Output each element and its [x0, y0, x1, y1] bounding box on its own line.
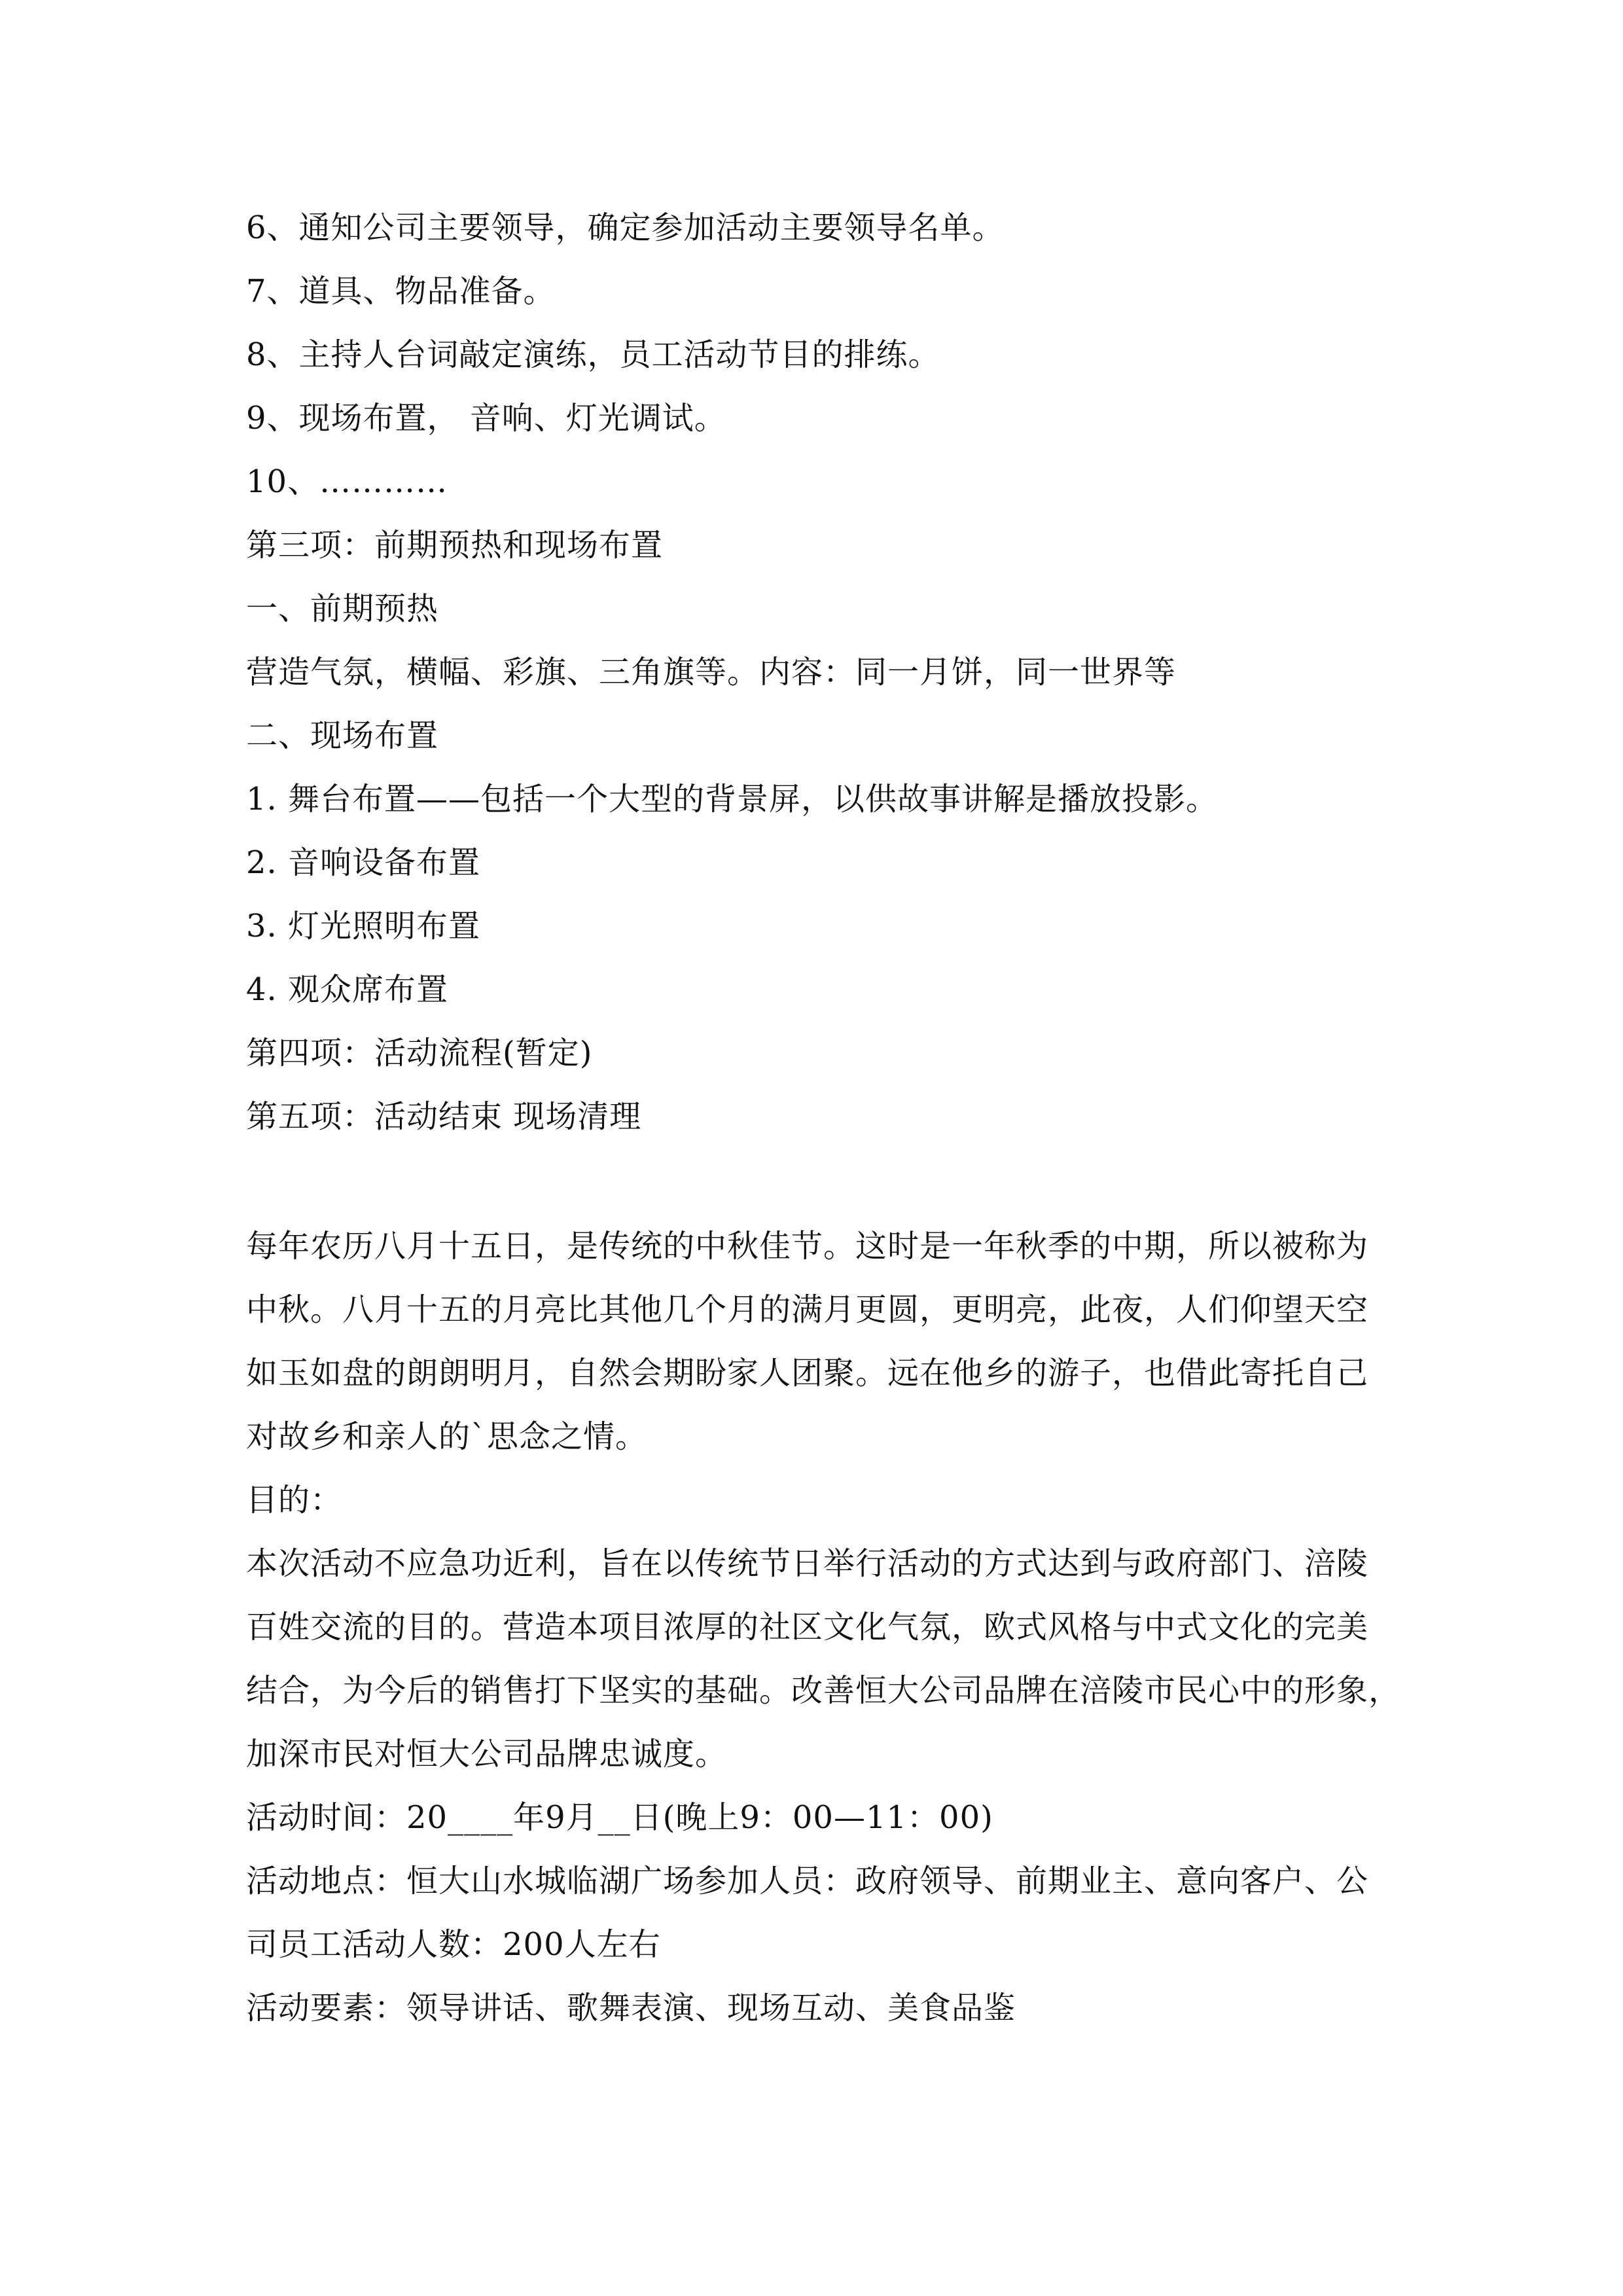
venue-heading: 二、现场布置 [246, 717, 439, 754]
preheat-heading: 一、前期预热 [246, 590, 439, 627]
venue-item-3: 3. 灯光照明布置 [246, 908, 481, 944]
list-item-8: 8、主持人台词敲定演练，员工活动节目的排练。 [246, 336, 940, 373]
purpose-line-4: 加深市民对恒大公司品牌忠诚度。 [246, 1736, 728, 1772]
preheat-text: 营造气氛，横幅、彩旗、三角旗等。内容：同一月饼，同一世界等 [246, 654, 1177, 691]
section3-title: 第三项：前期预热和现场布置 [246, 527, 664, 564]
intro-line-1: 每年农历八月十五日，是传统的中秋佳节。这时是一年秋季的中期，所以被称为 [246, 1228, 1369, 1265]
event-elements: 活动要素：领导讲话、歌舞表演、现场互动、美食品鉴 [246, 1990, 1016, 2026]
list-item-6: 6、通知公司主要领导，确定参加活动主要领导名单。 [246, 209, 1005, 246]
intro-line-2: 中秋。八月十五的月亮比其他几个月的满月更圆，更明亮，此夜，人们仰望天空 [246, 1291, 1369, 1328]
venue-item-1: 1. 舞台布置——包括一个大型的背景屏，以供故事讲解是播放投影。 [246, 781, 1219, 817]
event-place-line-2: 司员工活动人数：200人左右 [246, 1926, 661, 1963]
list-item-10: 10、………… [246, 463, 448, 500]
section5-title: 第五项：活动结束 现场清理 [246, 1098, 642, 1135]
purpose-line-1: 本次活动不应急功近利，旨在以传统节日举行活动的方式达到与政府部门、涪陵 [246, 1545, 1369, 1582]
section4-title: 第四项：活动流程(暂定) [246, 1035, 593, 1071]
event-place-line-1: 活动地点：恒大山水城临湖广场参加人员：政府领导、前期业主、意向客户、公 [246, 1863, 1369, 1899]
document-body [246, 196, 1401, 2040]
intro-line-4: 对故乡和亲人的`思念之情。 [246, 1418, 648, 1455]
venue-item-2: 2. 音响设备布置 [246, 844, 481, 881]
event-time: 活动时间：20____年9月__日(晚上9：00—11：00) [246, 1799, 993, 1836]
intro-line-3: 如玉如盘的朗朗明月，自然会期盼家人团聚。远在他乡的游子，也借此寄托自己 [246, 1355, 1369, 1391]
list-item-9: 9、现场布置， 音响、灯光调试。 [246, 400, 726, 437]
purpose-line-2: 百姓交流的目的。营造本项目浓厚的社区文化气氛，欧式风格与中式文化的完美 [246, 1609, 1369, 1645]
paragraph-gap [246, 1149, 1385, 1215]
list-item-7: 7、道具、物品准备。 [246, 273, 556, 310]
venue-item-4: 4. 观众席布置 [246, 971, 449, 1008]
purpose-line-3: 结合，为今后的销售打下坚实的基础。改善恒大公司品牌在涪陵市民心中的形象， [246, 1672, 1401, 1709]
purpose-label: 目的： [246, 1482, 343, 1518]
